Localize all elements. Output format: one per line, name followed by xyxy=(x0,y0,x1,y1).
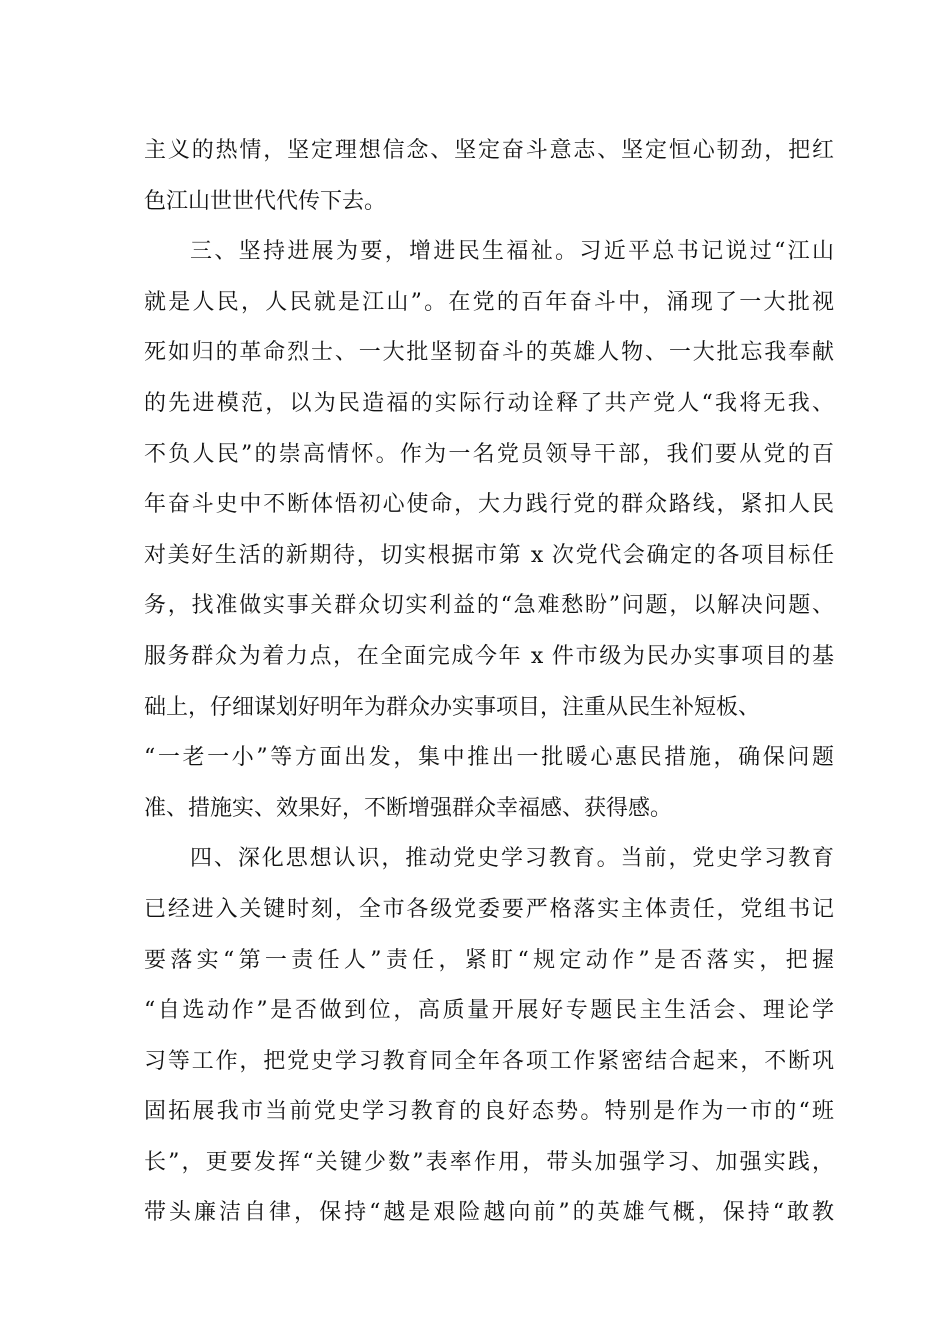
text-line: 要落实“第一责任人”责任，紧盯“规定动作”是否落实，把握 xyxy=(144,947,834,973)
text-line: “自选动作”是否做到位，高质量开展好专题民主生活会、理论学 xyxy=(144,998,834,1024)
text-line: 长”，更要发挥“关键少数”表率作用，带头加强学习、加强实践， xyxy=(144,1149,834,1175)
section-heading-line: 四、深化思想认识，推动党史学习教育。当前，党史学习教育 xyxy=(190,846,834,872)
text-line: 准、措施实、效果好，不断增强群众幸福感、获得感。 xyxy=(144,795,673,821)
text-line: 础上，仔细谋划好明年为群众办实事项目，注重从民生补短板、 xyxy=(144,694,761,720)
section-heading-line: 三、坚持进展为要，增进民生福祉。习近平总书记说过“江山 xyxy=(190,239,834,265)
text-line: 就是人民，人民就是江山”。在党的百年奋斗中，涌现了一大批视 xyxy=(144,289,834,315)
text-line: 主义的热情，坚定理想信念、坚定奋斗意志、坚定恒心韧劲，把红 xyxy=(144,138,834,163)
text-line: 固拓展我市当前党史学习教育的良好态势。特别是作为一市的“班 xyxy=(144,1099,834,1125)
text-line: 对美好生活的新期待，切实根据市第 x 次党代会确定的各项目标任 xyxy=(144,542,834,568)
document-body xyxy=(144,126,834,1239)
text-line: 服务群众为着力点，在全面完成今年 x 件市级为民办实事项目的基 xyxy=(144,643,834,669)
text-line: 死如归的革命烈士、一大批坚韧奋斗的英雄人物、一大批忘我奉献 xyxy=(144,340,834,366)
text-line: 色江山世世代代传下去。 xyxy=(144,188,387,214)
text-line: 不负人民”的崇高情怀。作为一名党员领导干部，我们要从党的百 xyxy=(144,441,834,467)
text-line: 务，找准做实事关群众切实利益的“急难愁盼”问题，以解决问题、 xyxy=(144,593,834,619)
text-line: 的先进模范，以为民造福的实际行动诠释了共产党人“我将无我、 xyxy=(144,390,834,416)
text-line: 已经进入关键时刻，全市各级党委要严格落实主体责任，党组书记 xyxy=(144,896,834,922)
text-line: “一老一小”等方面出发，集中推出一批暖心惠民措施，确保问题 xyxy=(144,745,834,771)
text-line: 年奋斗史中不断体悟初心使命，大力践行党的群众路线，紧扣人民 xyxy=(144,492,834,518)
text-line: 带头廉洁自律，保持“越是艰险越向前”的英雄气概，保持“敢教 xyxy=(144,1200,834,1226)
text-line: 习等工作，把党史学习教育同全年各项工作紧密结合起来，不断巩 xyxy=(144,1048,834,1074)
